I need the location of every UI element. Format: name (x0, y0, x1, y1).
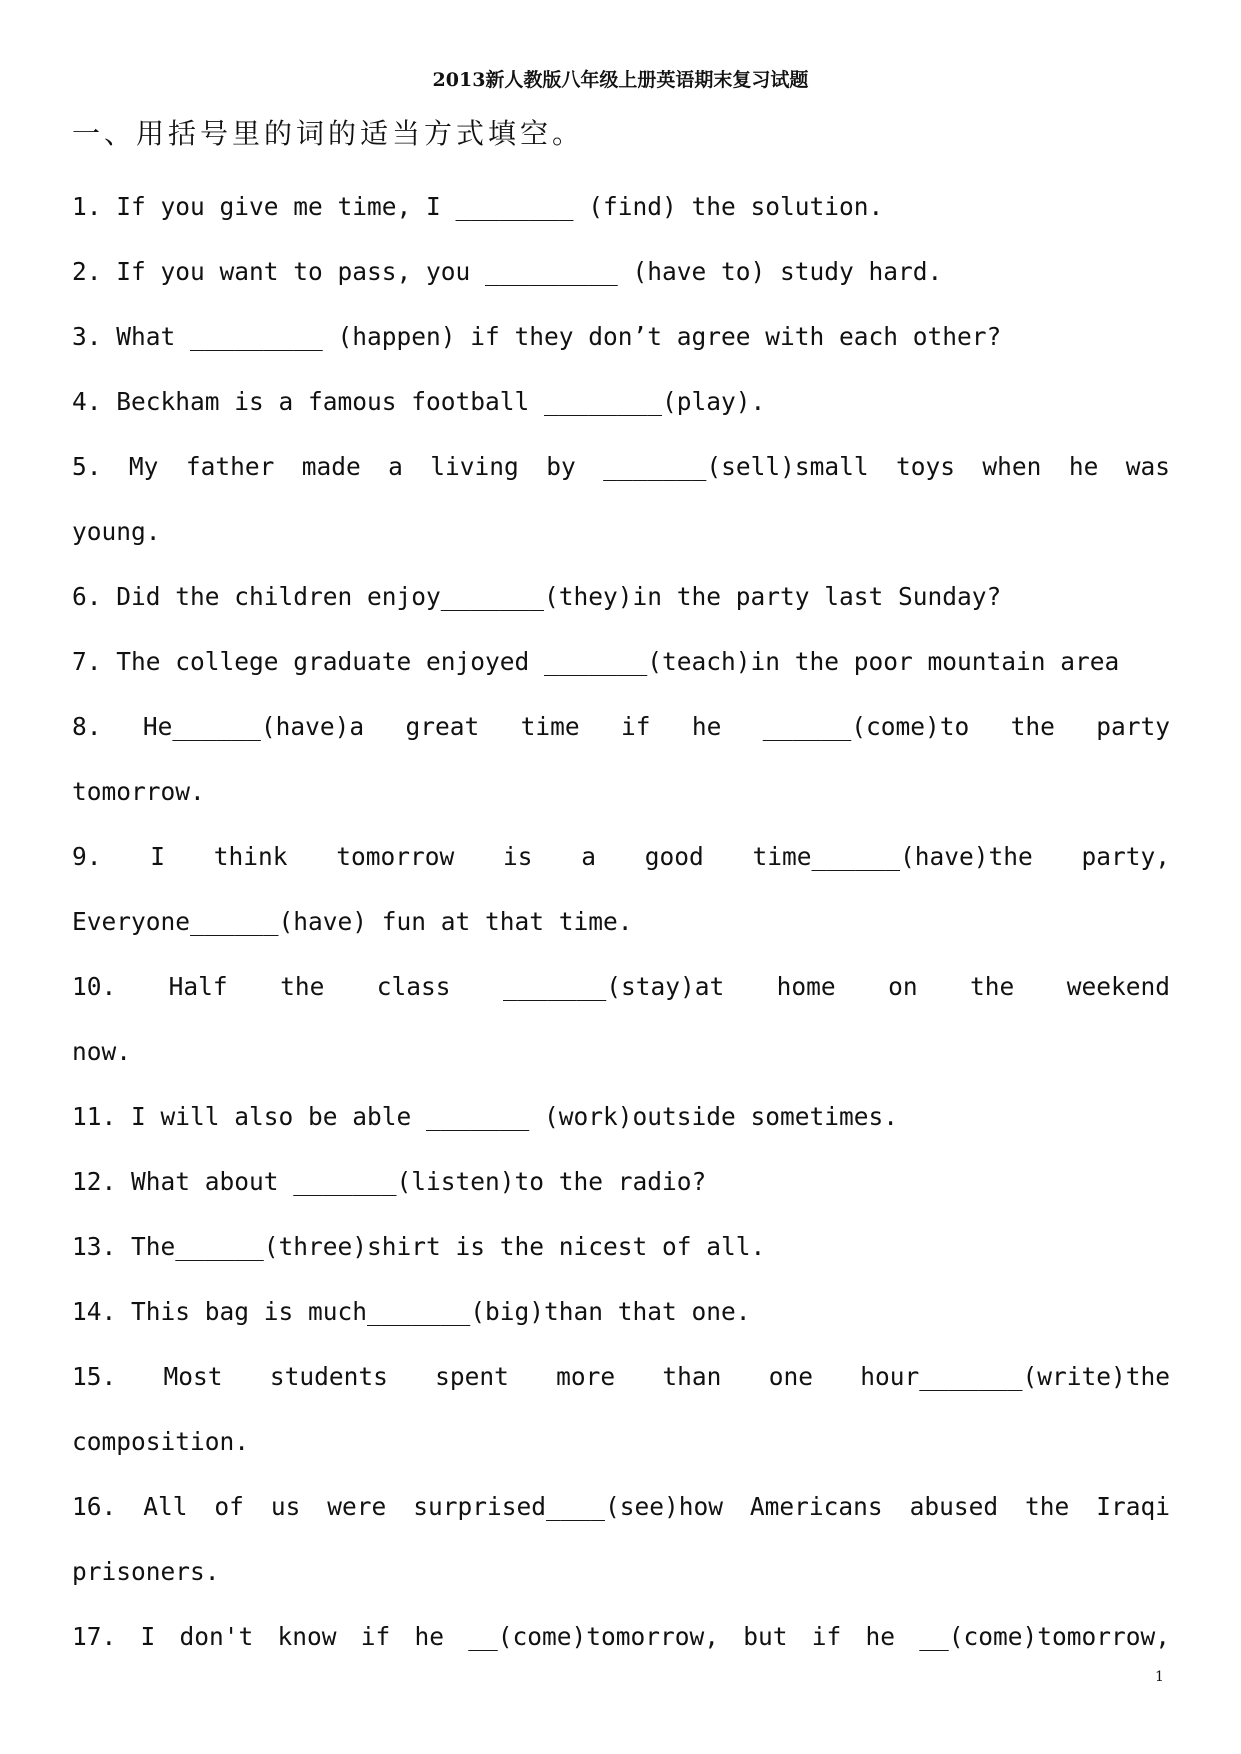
question-8: 8. He______(have)a great time if he ______(come)to the party (72, 712, 1170, 741)
question-8-continuation: tomorrow. (72, 777, 205, 806)
question-10-continuation: now. (72, 1037, 132, 1066)
question-15: 15. Most students spent more than one hour_______(write)the (72, 1362, 1170, 1391)
question-6: 6. Did the children enjoy_______(they)in the party last Sunday? (72, 582, 1002, 611)
question-9-continuation: Everyone______(have) fun at that time. (72, 907, 633, 936)
document-title: 2013新人教版八年级上册英语期末复习试题 (432, 69, 809, 91)
question-3: 3. What _________ (happen) if they don’t agree with each other? (72, 322, 1002, 351)
question-16-continuation: prisoners. (72, 1557, 220, 1586)
question-10: 10. Half the class _______(stay)at home on the weekend (72, 972, 1170, 1001)
question-15-continuation: composition. (72, 1427, 250, 1456)
question-2: 2. If you want to pass, you _________ (have to) study hard. (72, 257, 943, 286)
question-1: 1. If you give me time, I ________ (find) the solution. (72, 192, 884, 221)
question-16: 16. All of us were surprised____(see)how Americans abused the Iraqi (72, 1492, 1170, 1521)
question-4: 4. Beckham is a famous football ________(play). (72, 387, 766, 416)
question-14: 14. This bag is much_______(big)than that one. (72, 1297, 751, 1326)
page-number: 1 (1155, 1669, 1164, 1685)
question-7: 7. The college graduate enjoyed _______(teach)in the poor mountain area (72, 647, 1120, 676)
section-heading: 一、用括号里的词的适当方式填空。 (72, 117, 585, 150)
question-list (72, 174, 1170, 1669)
question-5: 5. My father made a living by _______(sell)small toys when he was (72, 452, 1170, 481)
question-11: 11. I will also be able _______ (work)outside sometimes. (72, 1102, 899, 1131)
question-5-continuation: young. (72, 517, 161, 546)
question-9: 9. I think tomorrow is a good time______(have)the party, (72, 842, 1170, 871)
question-13: 13. The______(three)shirt is the nicest of all. (72, 1232, 766, 1261)
question-17: 17. I don't know if he __(come)tomorrow, but if he __(come)tomorrow, (72, 1622, 1170, 1651)
question-12: 12. What about _______(listen)to the radio? (72, 1167, 707, 1196)
